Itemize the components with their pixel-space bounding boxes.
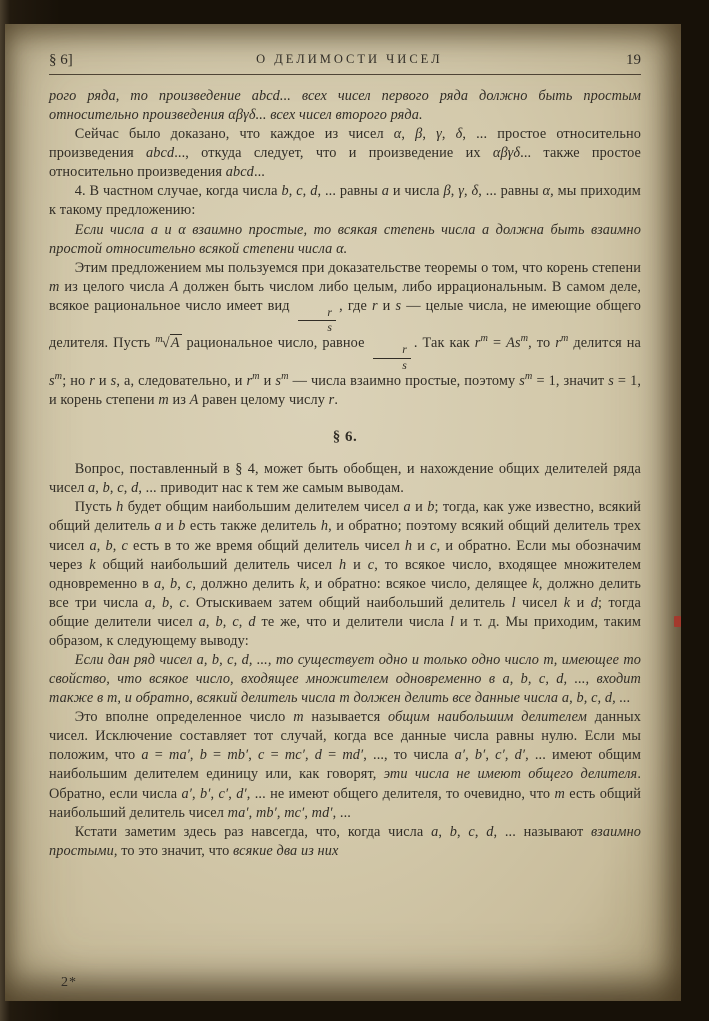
paragraph: Если числа a и α взаимно простые, то всякая степень числа a должна быть взаимно простой относительно всякой степени числа α.: [49, 221, 641, 257]
paragraph: Этим предложением мы пользуемся при доказательстве теоремы о том, что корень степени m из целого числа A должен быть числом либо целым, либо иррациональным. В самом деле, всякое рациональное число имеет вид $\frac{r}{s}$ , где r и s — целые числа, не имеющие общего делителя. Пусть $^m$√A рациональное число, равное $\frac{r}{s}$ . Так как $r^m = As^m$, то $r^m$ делится на $s^m$; но r и s, а, следовательно, и $r^m$ и $s^m$ — числа взаимно простые, поэтому $s^m = 1$, значит s = 1, и корень степени m из A равен целому числу r.: [49, 259, 642, 409]
paragraph: рого ряда, то произведение abcd... всех чисел первого ряда должно быть простым относительно произведения αβγδ... всех чисел второго ряда.: [49, 88, 641, 124]
page-body: [49, 87, 641, 861]
red-edge-mark: [674, 616, 681, 627]
signature-mark: 2*: [61, 975, 77, 990]
paragraph: Сейчас было доказано, что каждое из чисел α, β, γ, δ, ... простое относительно произведения abcd..., откуда следует, что и произведение их αβγδ... также простое относительно произведения abcd...: [49, 126, 642, 181]
paragraph: Это вполне определенное число m называется общим наибольшим делителем данных чисел. Исключение составляет тот случай, когда все данные числа равны нулю. Если мы положим, что a = ma′, b = mb′, c = mc′, d = md′, ..., то числа a′, b′, c′, d′, ... имеют общим наибольшим делителем единицу или, как говорят, эти числа не имеют общего делителя. Обратно, если числа a′, b′, c′, d′, ... не имеют общего делителя, то очевидно, что m есть общий наибольший делитель чисел ma′, mb′, mc′, md′, ...: [49, 709, 642, 821]
section-heading: § 6.: [332, 429, 358, 446]
running-header: [49, 52, 641, 75]
page-number: 19: [625, 52, 641, 68]
paragraph: Если дан ряд чисел a, b, c, d, ..., то существует одно и только одно число m, имеющее то свойство, что всякое число, входящее множителем одновременно в a, b, c, d, ..., входит также в m, и обратно, всякий делитель числа m должен делить все данные числа a, b, c, d, ...: [49, 652, 641, 707]
paragraph: Пусть h будет общим наибольшим делителем чисел a и b; тогда, как уже известно, всякий общий делитель a и b есть также делитель h, и обратно; поэтому всякий общий делитель трех чисел a, b, c есть в то же время общий делитель чисел h и c, и обратно. Если мы обозначим через k общий наибольший делитель чисел h и c, то всякое число, входящее множителем одновременно в a, b, c, должно делить k, и обратно: всякое число, делящее k, должно делить все три числа a, b, c. Отыскиваем затем общий наибольший делитель l чисел k и d; тогда общие делители чисел a, b, c, d те же, что и делители числа l и т. д. Мы приходим, таким образом, к следующему выводу:: [49, 499, 642, 649]
book-page: [5, 24, 681, 1001]
paragraph: 4. В частном случае, когда числа b, c, d, ... равны a и числа β, γ, δ, ... равны α, мы приходим к такому предложению:: [49, 183, 641, 219]
section-mark: § 6]: [49, 52, 73, 68]
paragraph: Кстати заметим здесь раз навсегда, что, когда числа a, b, c, d, ... называют взаимно простыми, то это значит, что всякие два из них: [49, 823, 642, 859]
paragraph: Вопрос, поставленный в § 4, может быть обобщен, и нахождение общих делителей ряда чисел a, b, c, d, ... приводит нас к тем же самым выводам.: [49, 461, 641, 497]
running-title: О ДЕЛИМОСТИ ЧИСЕЛ: [256, 52, 443, 66]
